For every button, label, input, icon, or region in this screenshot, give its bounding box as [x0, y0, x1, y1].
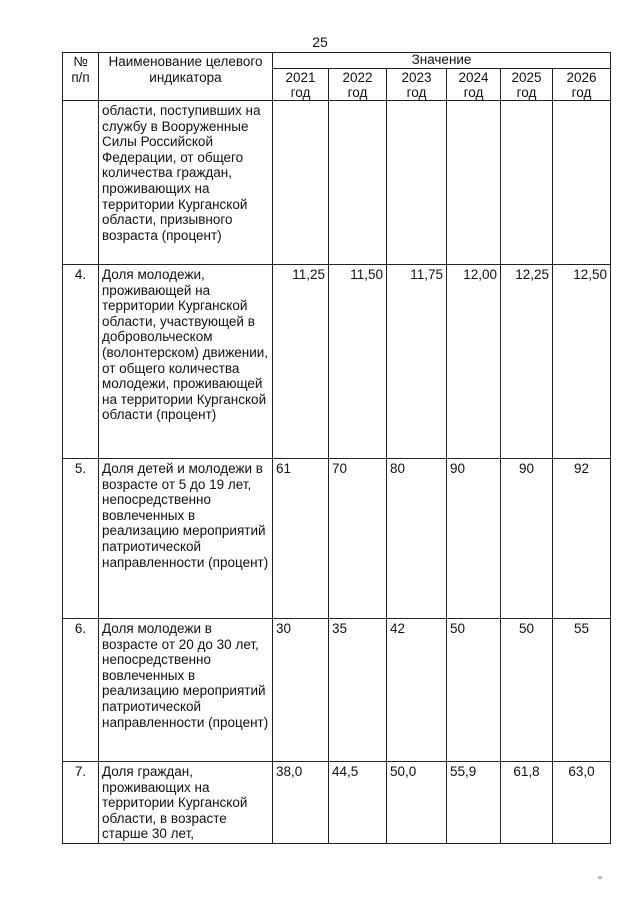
table-row	[63, 619, 611, 762]
row-num: 6.	[63, 619, 99, 762]
header-year-2026: 2026 год	[553, 69, 611, 101]
row-value: 38,0	[273, 762, 329, 844]
page-number: 25	[312, 34, 328, 50]
header-value: Значение	[273, 53, 611, 69]
scan-speck	[598, 876, 602, 879]
row-value	[329, 101, 387, 265]
row-value: 50	[501, 619, 553, 762]
header-year-2022: 2022 год	[329, 69, 387, 101]
row-value: 42	[387, 619, 447, 762]
row-value: 61	[273, 459, 329, 619]
row-name: области, поступивших на службу в Вооруженные Силы Российской Федерации, от общего количества граждан, проживающих на территории Курганской области, призывного возраста (процент)	[99, 101, 273, 265]
table-row	[63, 762, 611, 844]
row-value	[553, 101, 611, 265]
row-value	[387, 101, 447, 265]
row-value	[447, 101, 501, 265]
row-num	[63, 101, 99, 265]
row-value: 61,8	[501, 762, 553, 844]
row-num: 4.	[63, 265, 99, 459]
row-value: 35	[329, 619, 387, 762]
row-value: 80	[387, 459, 447, 619]
indicator-table	[62, 52, 611, 844]
table-row	[63, 459, 611, 619]
row-value: 12,50	[553, 265, 611, 459]
table-row	[63, 265, 611, 459]
row-name: Доля детей и молодежи в возрасте от 5 до 19 лет, непосредственно вовлеченных в реализацию мероприятий патриотической направленности (процент)	[99, 459, 273, 619]
row-value: 90	[501, 459, 553, 619]
header-name: Наименование целевого индикатора	[99, 53, 273, 101]
row-value: 70	[329, 459, 387, 619]
row-value: 55,9	[447, 762, 501, 844]
row-name: Доля молодежи, проживающей на территории Курганской области, участвующей в добровольческом (волонтерском) движении, от общего количества молодежи, проживающей на территории Курганской области (процент)	[99, 265, 273, 459]
row-num: 7.	[63, 762, 99, 844]
row-value	[273, 101, 329, 265]
header-year-2025: 2025 год	[501, 69, 553, 101]
table-row	[63, 101, 611, 265]
row-value: 90	[447, 459, 501, 619]
row-value: 63,0	[553, 762, 611, 844]
header-year-2021: 2021 год	[273, 69, 329, 101]
row-value: 50,0	[387, 762, 447, 844]
row-name: Доля граждан, проживающих на территории Курганской области, в возрасте старше 30 лет,	[99, 762, 273, 844]
row-value: 44,5	[329, 762, 387, 844]
row-value: 11,50	[329, 265, 387, 459]
row-value: 92	[553, 459, 611, 619]
header-year-2023: 2023 год	[387, 69, 447, 101]
row-value: 55	[553, 619, 611, 762]
row-value: 30	[273, 619, 329, 762]
row-value: 11,75	[387, 265, 447, 459]
row-num: 5.	[63, 459, 99, 619]
row-value: 12,00	[447, 265, 501, 459]
row-value: 11,25	[273, 265, 329, 459]
header-num: № п/п	[63, 53, 99, 101]
row-value: 12,25	[501, 265, 553, 459]
header-year-2024: 2024 год	[447, 69, 501, 101]
row-value: 50	[447, 619, 501, 762]
row-value	[501, 101, 553, 265]
row-name: Доля молодежи в возрасте от 20 до 30 лет, непосредственно вовлеченных в реализацию мероприятий патриотической направленности (процент)	[99, 619, 273, 762]
